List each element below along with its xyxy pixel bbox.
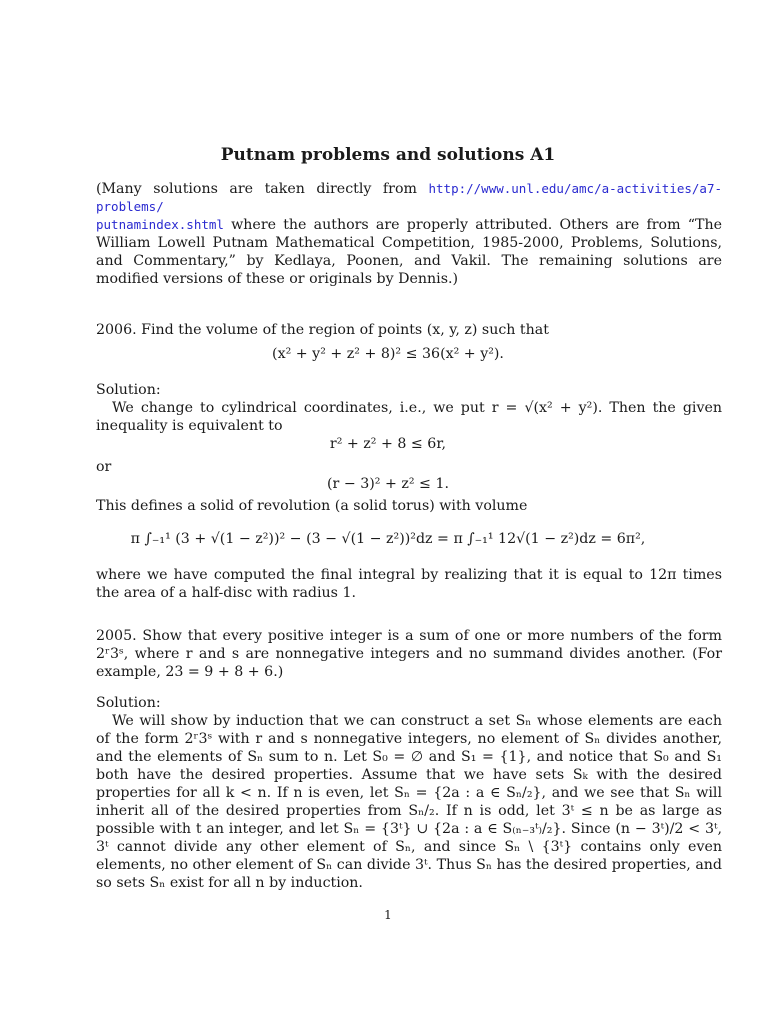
problem-2006-statement: 2006. Find the volume of the region of points (x, y, z) such that bbox=[96, 322, 549, 338]
problem-2006-solution-label: Solution: bbox=[96, 382, 161, 398]
intro-paragraph bbox=[96, 180, 722, 288]
source-url-link-part1[interactable]: http://www.unl.edu/amc/a-activities/a7-problems/ bbox=[96, 181, 722, 214]
problem-2006-display-2: r² + z² + 8 ≤ 6r, bbox=[329, 436, 447, 452]
problem-2006-solution-line2: This defines a solid of revolution (a solid torus) with volume bbox=[96, 498, 528, 514]
source-url-link-part2[interactable]: putnamindex.shtml bbox=[96, 217, 224, 232]
page-number: 1 bbox=[384, 908, 392, 922]
problem-2006-display-3: (r − 3)² + z² ≤ 1. bbox=[327, 476, 449, 492]
problem-2006-or-label: or bbox=[96, 459, 112, 475]
problem-2005-statement: 2005. Show that every positive integer is a sum of one or more numbers of the form 2ʳ3ˢ, where r and s are nonnegative integers and no summand divides another. (For example, 23 = 9 + 8 + 6.) bbox=[96, 628, 722, 680]
page-title: Putnam problems and solutions A1 bbox=[220, 145, 556, 165]
intro-text-before-url: (Many solutions are taken directly from bbox=[96, 181, 429, 197]
problem-2006-solution-line1: We change to cylindrical coordinates, i.e., we put r = √(x² + y²). Then the given inequality is equivalent to bbox=[96, 400, 722, 434]
problem-2006-volume-integral: π ∫₋₁¹ (3 + √(1 − z²))² − (3 − √(1 − z²))²dz = π ∫₋₁¹ 12√(1 − z²)dz = 6π², bbox=[130, 531, 646, 547]
intro-text-after-url: where the authors are properly attributed. Others are from “The William Lowell Putnam Mathematical Competition, 1985-2000, Problems, Solutions, and Commentary,” by Kedlaya, Poonen, and Vakil. The remaining solutions are modified versions of these or originals by Dennis.) bbox=[96, 217, 722, 287]
problem-2006-inequality: (x² + y² + z² + 8)² ≤ 36(x² + y²). bbox=[272, 346, 504, 362]
problem-2005-solution-label: Solution: bbox=[96, 695, 161, 711]
problem-2006-solution-line3: where we have computed the final integral by realizing that it is equal to 12π times the area of a half-disc with radius 1. bbox=[96, 567, 722, 601]
problem-2005-solution-text: We will show by induction that we can construct a set Sₙ whose elements are each of the form 2ʳ3ˢ with r and s nonnegative integers, no element of Sₙ divides another, and the elements of Sₙ sum to n. Let S₀ = ∅ and S₁ = {1}, and notice that S₀ and S₁ both have the desired properties. Assume that we have sets Sₖ with the desired properties for all k < n. If n is even, let Sₙ = {2a : a ∈ Sₙ/₂}, and we see that Sₙ will inherit all of the desired properties from Sₙ/₂. If n is odd, let 3ᵗ ≤ n be as large as possible with t an integer, and let Sₙ = {3ᵗ} ∪ {2a : a ∈ S₍ₙ₋₃ᵗ₎/₂}. Since (n − 3ᵗ)/2 < 3ᵗ, 3ᵗ cannot divide any other element of Sₙ, and since Sₙ \ {3ᵗ} contains only even elements, no other element of Sₙ can divide 3ᵗ. Thus Sₙ has the desired properties, and so sets Sₙ exist for all n by induction. bbox=[96, 713, 722, 891]
